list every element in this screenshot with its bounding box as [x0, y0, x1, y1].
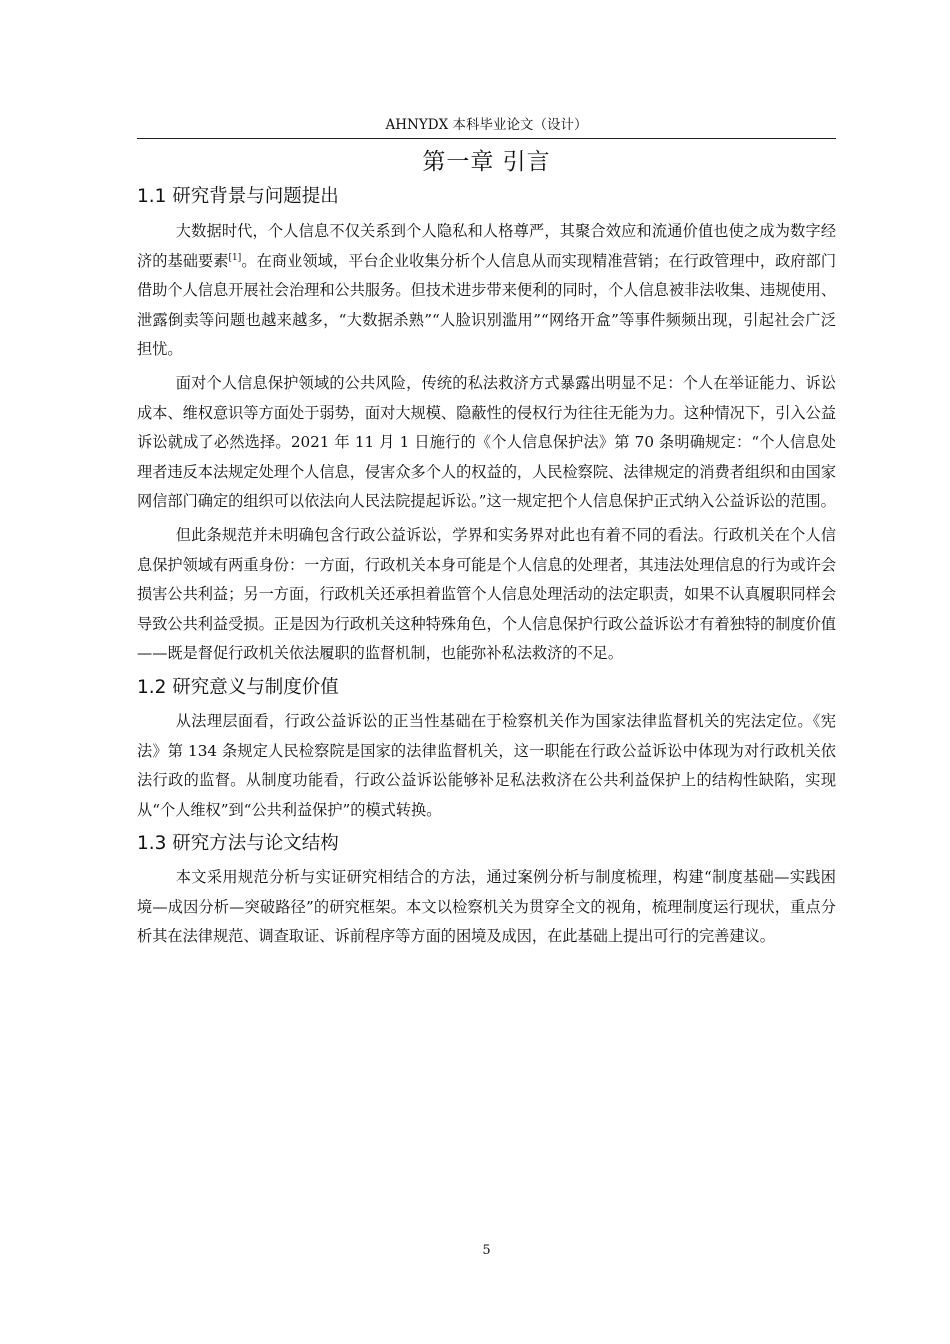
- paragraph-text: 。在商业领域，平台企业收集分析个人信息从而实现精准营销；在行政管理中，政府部门借助个人信息开展社会治理和公共服务。但技术进步带来便利的同时，个人信息被非法收集、违规使用、泄露倒卖等问题也越来越多，“大数据杀熟”“人脸识别滥用”“网络开盒”等事件频频出现，引起社会广泛担忧。: [137, 251, 836, 359]
- paragraph-1-1-1: [137, 217, 836, 365]
- running-header: AHNYDX 本科毕业论文（设计）: [385, 117, 588, 133]
- section-heading-1-2: 1.2 研究意义与制度价值: [137, 676, 339, 698]
- header-rule: [137, 138, 836, 139]
- citation-reference[interactable]: [1]: [228, 252, 242, 263]
- page-number: 5: [482, 1243, 491, 1258]
- paragraph-1-2-1: 从法理层面看，行政公益诉讼的正当性基础在于检察机关作为国家法律监督机关的宪法定位。《宪法》第 134 条规定人民检察院是国家的法律监督机关，这一职能在行政公益诉讼中体现为对行政机关依法行政的监督。从制度功能看，行政公益诉讼能够补足私法救济在公共利益保护上的结构性缺陷，实现从“个人维权”到“公共利益保护”的模式转换。: [137, 711, 836, 819]
- paragraph-1-1-2: 面对个人信息保护领域的公共风险，传统的私法救济方式暴露出明显不足：个人在举证能力、诉讼成本、维权意识等方面处于弱势，面对大规模、隐蔽性的侵权行为往往无能为力。这种情况下，引入公益诉讼就成了必然选择。2021 年 11 月 1 日施行的《个人信息保护法》第 70 条明确规定：“个人信息处理者违反本法规定处理个人信息，侵害众多个人的权益的，人民检察院、法律规定的消费者组织和由国家网信部门确定的组织可以依法向人民法院提起诉讼。”这一规定把个人信息保护正式纳入公益诉讼的范围。: [137, 373, 836, 511]
- section-heading-1-3: 1.3 研究方法与论文结构: [137, 833, 339, 855]
- chapter-title: 第一章 引言: [422, 149, 551, 175]
- paragraph-1-3-1: 本文采用规范分析与实证研究相结合的方法，通过案例分析与制度梳理，构建“制度基础—实践困境—成因分析—突破路径”的研究框架。本文以检察机关为贯穿全文的视角，梳理制度运行现状，重点分析其在法律规范、调查取证、诉前程序等方面的困境及成因，在此基础上提出可行的完善建议。: [137, 868, 836, 946]
- paragraph-text: 大数据时代，个人信息不仅关系到个人隐私和人格尊严，其聚合效应和流通价值也使之成为数字经济的基础要素: [137, 222, 836, 270]
- section-heading-1-1: 1.1 研究背景与问题提出: [137, 186, 339, 207]
- paragraph-1-1-3: 但此条规范并未明确包含行政公益诉讼，学界和实务界对此也有着不同的看法。行政机关在个人信息保护领域有两重身份：一方面，行政机关本身可能是个人信息的处理者，其违法处理信息的行为或许会损害公共利益；另一方面，行政机关还承担着监管个人信息处理活动的法定职责，如果不认真履职同样会导致公共利益受损。正是因为行政机关这种特殊角色，个人信息保护行政公益诉讼才有着独特的制度价值——既是督促行政机关依法履职的监督机制，也能弥补私法救济的不足。: [137, 525, 836, 663]
- body-text: [137, 182, 836, 956]
